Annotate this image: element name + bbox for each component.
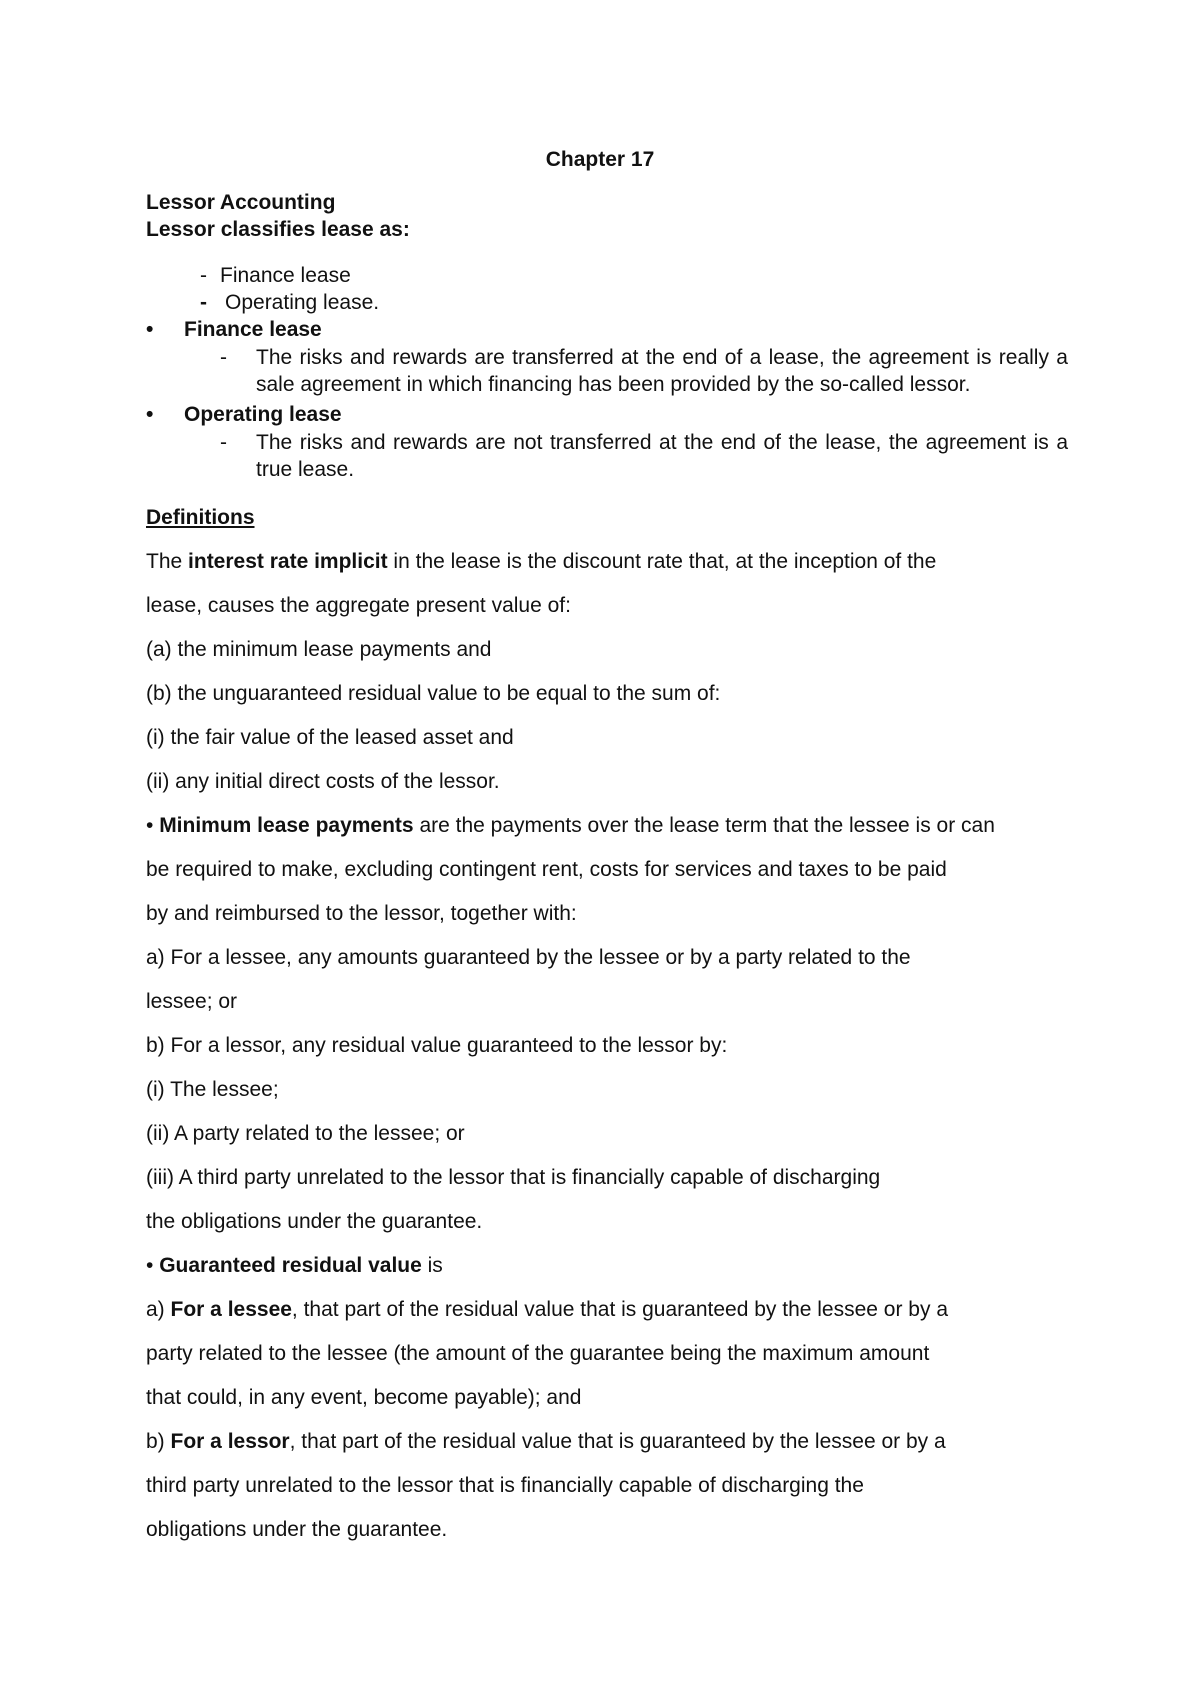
text-segment: in the lease is the discount rate that, at the inception of the: [387, 550, 937, 573]
bullet-icon: •: [146, 318, 154, 341]
text-segment: is: [421, 1254, 443, 1277]
text-segment: , that part of the residual value that is guaranteed by the lessee or by a: [289, 1430, 946, 1453]
operating-lease-title: Operating lease: [184, 403, 342, 426]
term-interest-rate-implicit: interest rate implicit: [188, 550, 388, 573]
term-for-a-lessor: For a lessor: [170, 1430, 290, 1453]
bullet-icon: •: [146, 403, 154, 426]
finance-lease-heading: [146, 318, 322, 342]
text-line: that could, in any event, become payable); and: [146, 1386, 582, 1409]
text-line: (i) the fair value of the leased asset and: [146, 726, 514, 749]
text-line: (b) the unguaranteed residual value to be equal to the sum of:: [146, 682, 721, 705]
chapter-title: Chapter 17: [545, 148, 655, 171]
text-segment: The: [146, 550, 189, 573]
dash-marker: -: [200, 264, 207, 287]
text-line: lease, causes the aggregate present value of:: [146, 594, 571, 617]
text-line: by and reimbursed to the lessor, together with:: [146, 902, 577, 925]
dash-marker: -: [200, 291, 207, 314]
text-line: (i) The lessee;: [146, 1078, 279, 1101]
text-segment: a): [146, 1298, 171, 1321]
definitions-heading: Definitions: [146, 506, 255, 529]
classification-item-label: Finance lease: [220, 264, 351, 287]
text-segment: are the payments over the lease term that the lessee is or can: [413, 814, 995, 837]
text-line: the obligations under the guarantee.: [146, 1210, 483, 1233]
text-line: party related to the lessee (the amount of the guarantee being the maximum amount: [146, 1342, 930, 1365]
definition-guaranteed-residual-value: [146, 1254, 443, 1278]
dash-marker: -: [220, 346, 227, 369]
finance-lease-description: [220, 344, 1068, 398]
text-line: (iii) A third party unrelated to the lessor that is financially capable of discharging: [146, 1166, 881, 1189]
section-heading-lessor-accounting: Lessor Accounting: [146, 191, 336, 214]
classification-item-operating: [200, 291, 380, 315]
text-line: be required to make, excluding contingent rent, costs for services and taxes to be paid: [146, 858, 947, 881]
classification-item-finance: [200, 264, 351, 288]
definition-minimum-lease-payments: [146, 814, 995, 838]
bullet-icon: •: [146, 814, 160, 837]
text-line: obligations under the guarantee.: [146, 1518, 448, 1541]
text-line: third party unrelated to the lessor that is financially capable of discharging the: [146, 1474, 864, 1497]
text-line: b) For a lessor, any residual value guaranteed to the lessor by:: [146, 1034, 728, 1057]
section-subheading-classification: Lessor classifies lease as:: [146, 218, 410, 241]
grv-lessee-line: [146, 1298, 948, 1322]
text-segment: , that part of the residual value that is guaranteed by the lessee or by a: [291, 1298, 948, 1321]
text-segment: b): [146, 1430, 171, 1453]
text-line: (a) the minimum lease payments and: [146, 638, 492, 661]
dash-marker: -: [220, 431, 227, 454]
operating-lease-text: The risks and rewards are not transferred at the end of the lease, the agreement is a true lease.: [256, 431, 1068, 481]
term-minimum-lease-payments: Minimum lease payments: [159, 814, 414, 837]
bullet-icon: •: [146, 1254, 160, 1277]
finance-lease-title: Finance lease: [184, 318, 322, 341]
operating-lease-description: [220, 429, 1068, 483]
operating-lease-heading: [146, 403, 342, 427]
term-guaranteed-residual-value: Guaranteed residual value: [159, 1254, 422, 1277]
definition-interest-rate-implicit: [146, 550, 936, 574]
text-line: a) For a lessee, any amounts guaranteed by the lessee or by a party related to the: [146, 946, 911, 969]
term-for-a-lessee: For a lessee: [170, 1298, 292, 1321]
text-line: lessee; or: [146, 990, 238, 1013]
grv-lessor-line: [146, 1430, 946, 1454]
text-line: (ii) A party related to the lessee; or: [146, 1122, 465, 1145]
finance-lease-text: The risks and rewards are transferred at the end of a lease, the agreement is really a sale agreement in which financing has been provided by the so-called lessor.: [256, 346, 1068, 396]
text-line: (ii) any initial direct costs of the lessor.: [146, 770, 500, 793]
classification-item-label: Operating lease.: [225, 291, 380, 314]
